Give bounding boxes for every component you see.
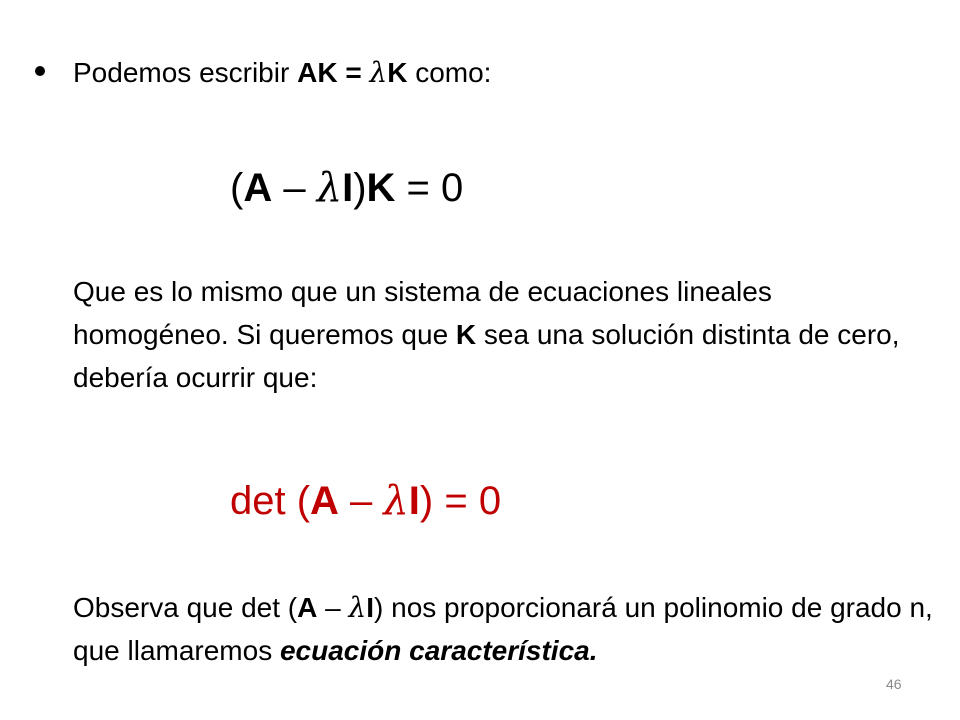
para2-a: A [297,592,318,623]
para1-k: K [455,319,477,350]
eq1-a: A [243,166,273,210]
equation-homogeneous [230,165,463,211]
lambda-symbol: λ [369,56,388,89]
intro-ak: AK = [297,57,370,88]
bullet-dot [35,66,45,76]
equation-determinant [230,478,501,524]
eq1-open: ( [230,166,244,210]
eq2-i: I [408,479,420,523]
intro-text: Podemos escribir [73,57,298,88]
para2-text-2: ) nos proporcionará un polinomio de grado n, que llamaremos [73,592,933,666]
para1-text-1: Que es lo mismo que un sistema de ecuaciones lineales homogéneo. Si queremos que [73,276,772,350]
intro-suffix: como: [407,57,492,88]
para2-space [401,635,409,666]
lambda-symbol: λ [348,591,367,624]
eq1-i: I [342,166,354,210]
eq2-minus: – [338,479,384,523]
para2-text-1: Observa que det ( [73,592,298,623]
eq1-rest: = 0 [395,166,464,210]
para2-i: I [366,592,375,623]
eq2-det: det ( [230,479,311,523]
para2-minus: – [317,592,349,623]
characteristic-paragraph [73,586,933,672]
eq1-k: K [366,166,396,210]
lambda-symbol: λ [316,165,343,211]
page-number: 46 [886,676,902,692]
lambda-symbol: λ [383,478,409,524]
intro-line [73,56,491,89]
term-ecuacion: ecuación [279,635,402,666]
explanation-paragraph [73,270,933,399]
eq2-rest: ) = 0 [419,479,502,523]
eq1-close: ) [353,166,367,210]
term-caracteristica: característica. [409,635,598,666]
para1-text-2: sea una solución distinta de cero, debería ocurrir que: [73,319,900,393]
eq2-a: A [310,479,339,523]
intro-k: K [387,57,408,88]
eq1-minus: – [272,166,317,210]
